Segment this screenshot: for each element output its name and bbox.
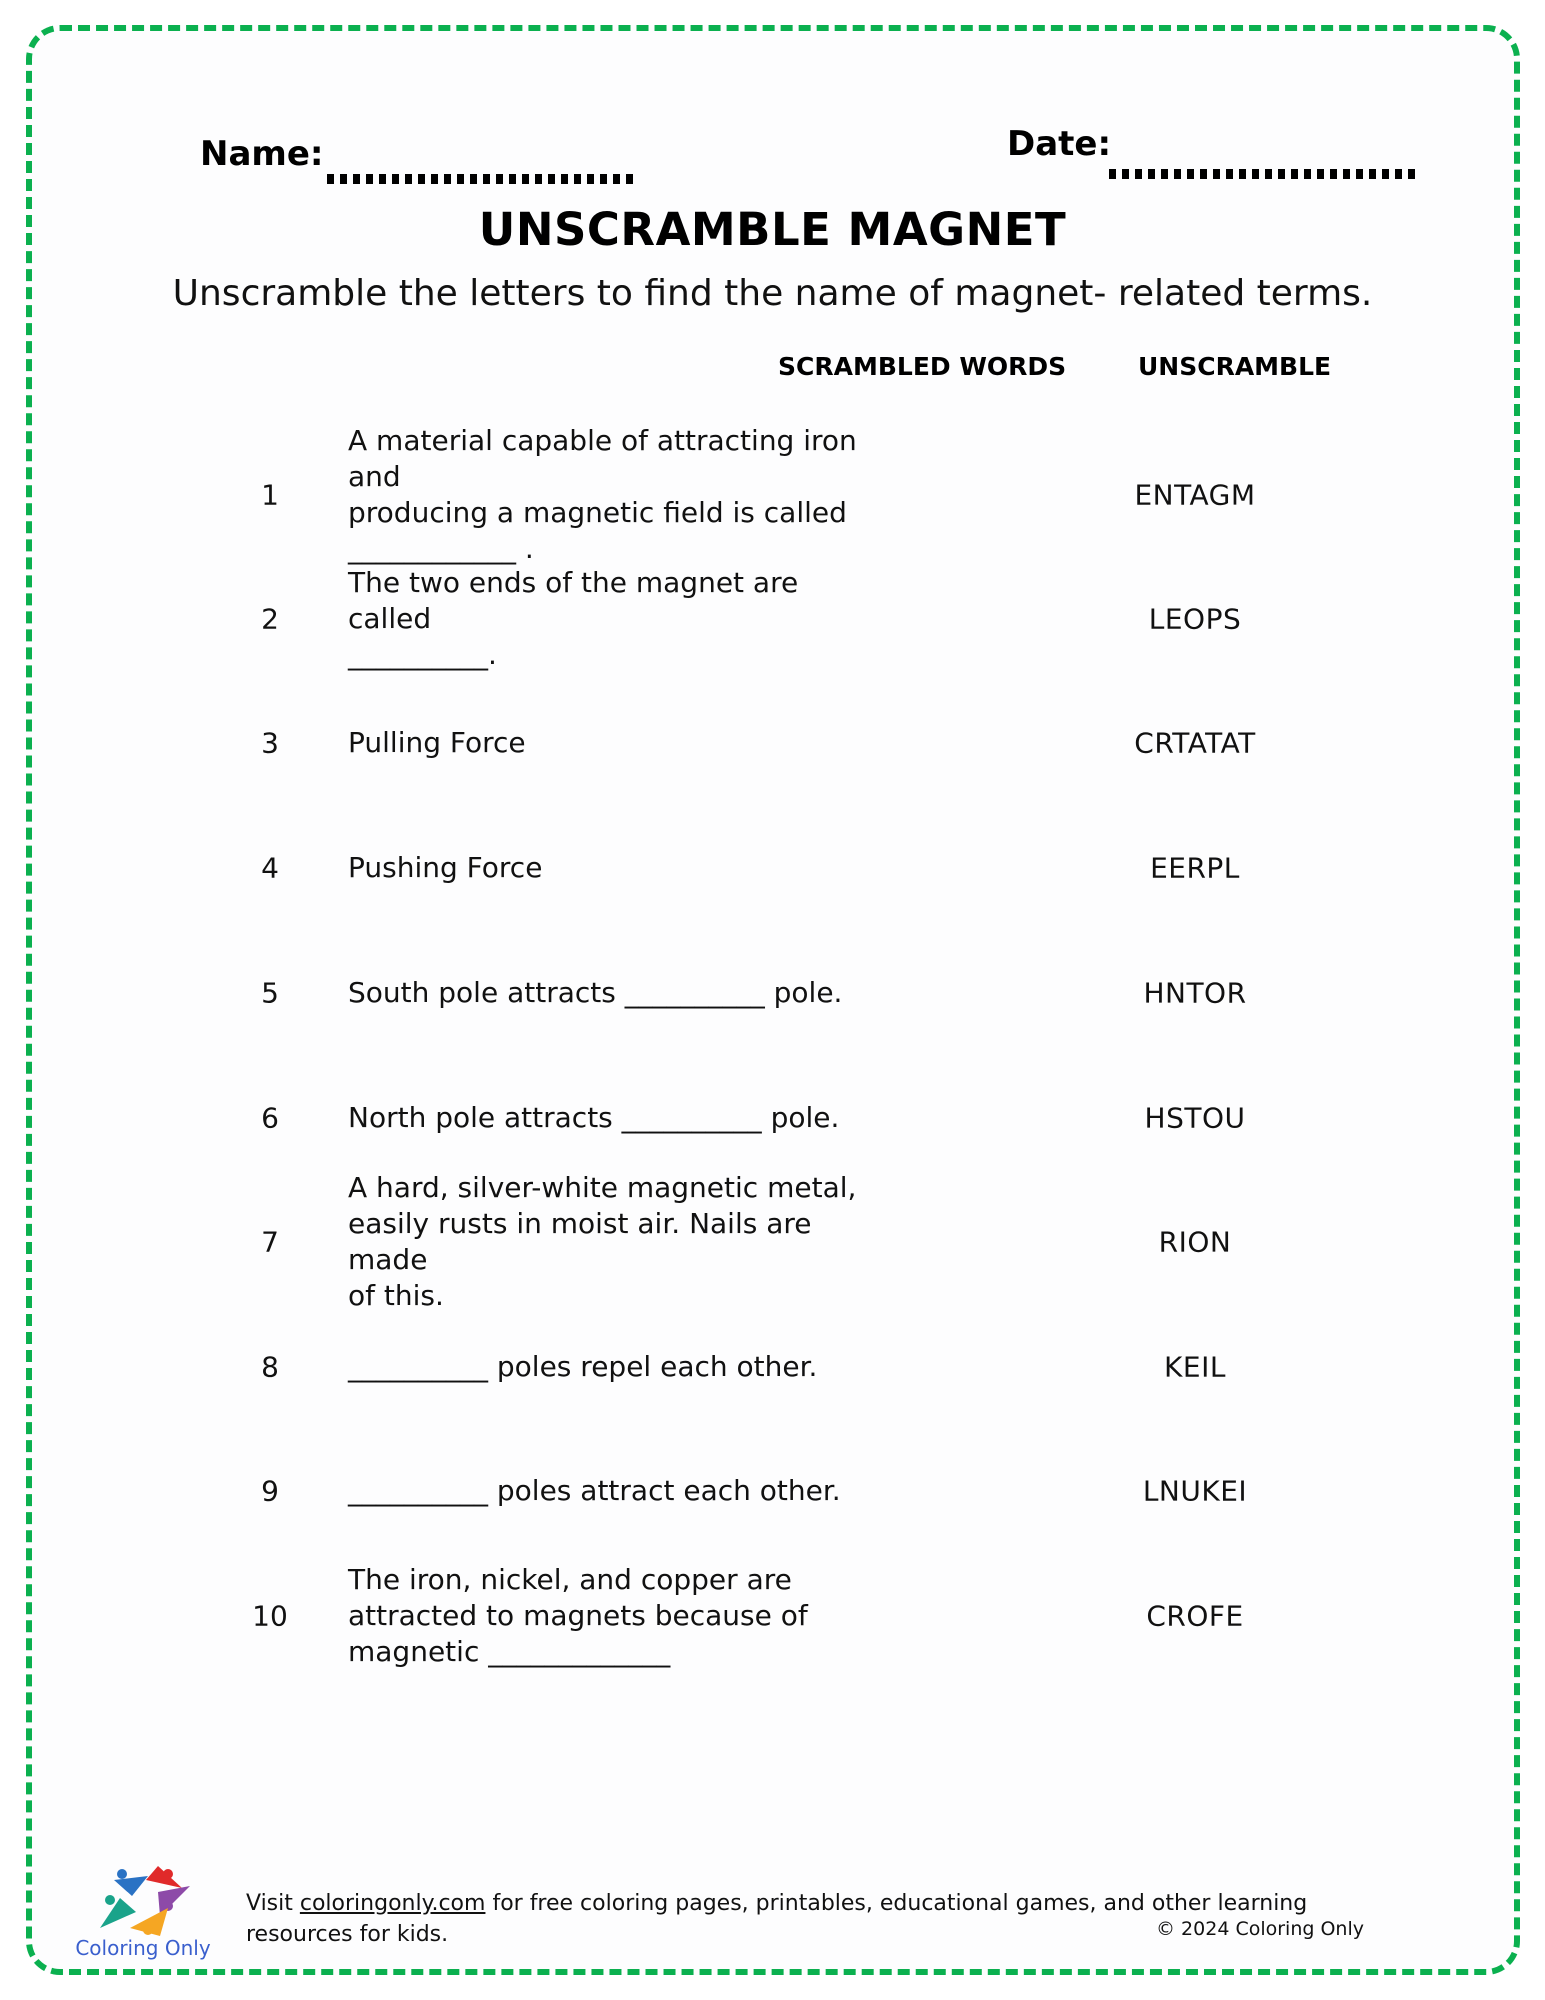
question-row: [0, 808, 1545, 928]
scrambled-word: LNUKEI: [1142, 1474, 1248, 1508]
name-field[interactable]: [327, 174, 633, 184]
coloring-only-logo[interactable]: [68, 1866, 218, 1966]
question-row: [0, 1431, 1545, 1551]
question-clue: South pole attracts __________ pole.: [348, 976, 843, 1009]
coloringonly-link[interactable]: coloringonly.com: [299, 1891, 486, 1916]
question-row: [0, 1556, 1545, 1676]
scrambled-word: ENTAGM: [1134, 478, 1256, 512]
scrambled-word: KEIL: [1164, 1350, 1226, 1384]
question-row: [0, 1058, 1545, 1178]
question-number: 5: [261, 976, 279, 1010]
question-clue: Pulling Force: [348, 726, 526, 759]
question-number: 6: [261, 1101, 279, 1135]
copyright: © 2024 Coloring Only: [1156, 1918, 1364, 1940]
question-number: 7: [261, 1225, 279, 1259]
question-number: 10: [252, 1599, 288, 1633]
logo-text: Coloring Only: [75, 1936, 211, 1960]
scrambled-word: HNTOR: [1143, 976, 1247, 1010]
footer-visit-suffix: for free coloring pages, printables, educational games, and other learning resources for kids.: [246, 1891, 1308, 1947]
question-clue: The iron, nickel, and copper are attracted to magnets because of magnetic _____________: [348, 1563, 808, 1668]
question-clue: A hard, silver-white magnetic metal, easily rusts in moist air. Nails are made of this.: [348, 1171, 857, 1312]
question-number: 8: [261, 1350, 279, 1384]
question-number: 9: [261, 1474, 279, 1508]
question-clue: The two ends of the magnet are called __________.: [348, 566, 799, 671]
name-label: Name:: [200, 134, 324, 174]
scrambled-word: CROFE: [1146, 1599, 1244, 1633]
question-row: [0, 424, 1545, 565]
question-number: 1: [261, 478, 279, 512]
question-number: 3: [261, 726, 279, 760]
instructions: Unscramble the letters to find the name of magnet- related terms.: [172, 273, 1373, 314]
question-row: [0, 1307, 1545, 1427]
question-clue: Pushing Force: [348, 851, 543, 884]
scrambled-word: HSTOU: [1144, 1101, 1246, 1135]
date-label: Date:: [1007, 124, 1112, 164]
question-number: 2: [261, 602, 279, 636]
column-header-scrambled: SCRAMBLED WORDS: [778, 352, 1067, 381]
question-row: [0, 683, 1545, 803]
page-title: UNSCRAMBLE MAGNET: [478, 203, 1067, 256]
question-row: [0, 933, 1545, 1053]
question-clue: North pole attracts __________ pole.: [348, 1101, 840, 1134]
scrambled-word: RION: [1158, 1225, 1232, 1259]
scrambled-word: EERPL: [1150, 851, 1240, 885]
question-row: [0, 559, 1545, 679]
logo-star-icon: [96, 1866, 192, 1938]
footer-visit-prefix: Visit: [246, 1891, 300, 1916]
question-number: 4: [261, 851, 279, 885]
question-clue: __________ poles attract each other.: [348, 1474, 841, 1507]
question-clue: A material capable of attracting iron and producing a magnetic field is called ____________ .: [348, 424, 857, 565]
scrambled-word: LEOPS: [1148, 602, 1242, 636]
column-header-unscramble: UNSCRAMBLE: [1138, 352, 1332, 381]
question-clue: __________ poles repel each other.: [348, 1350, 818, 1383]
scrambled-word: CRTATAT: [1134, 726, 1256, 760]
date-field[interactable]: [1109, 169, 1417, 179]
question-row: [0, 1171, 1545, 1312]
